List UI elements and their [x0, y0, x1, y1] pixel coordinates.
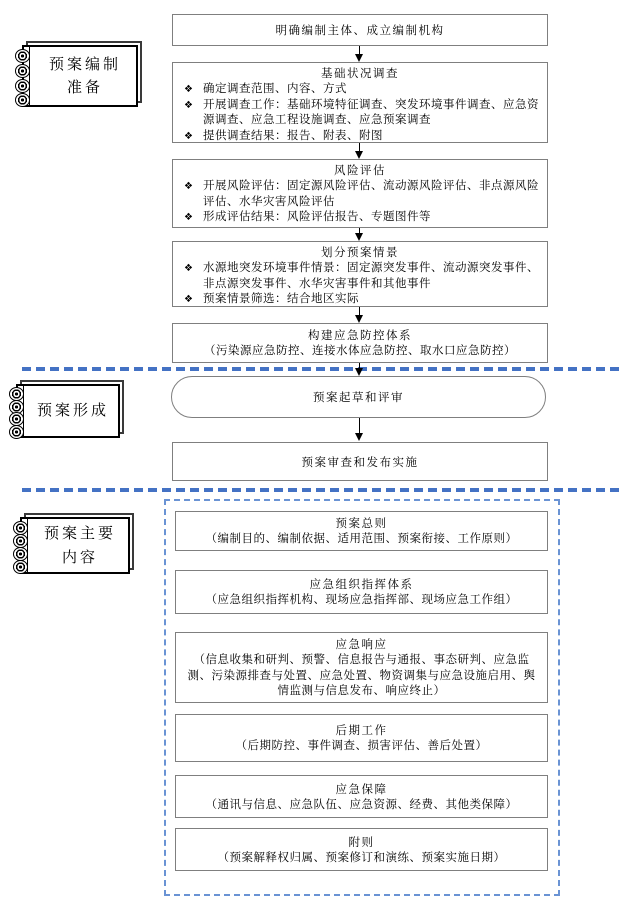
arrow-head-icon	[355, 315, 363, 323]
down-arrow	[359, 228, 360, 234]
flow-box-scenario-division	[172, 241, 548, 307]
flow-box-basic-survey	[172, 62, 548, 143]
binder-ring-icon	[9, 387, 24, 401]
down-arrow	[359, 46, 360, 55]
bullet-text: 开展调查工作：基础环境特征调查、突发环境事件调查、应急资源调查、应急工程设施调查、应急预案调查	[203, 96, 539, 126]
flow-box-risk-assessment	[172, 159, 548, 228]
bullet-text: 开展风险评估：固定源风险评估、流动源风险评估、非点源风险评估、水华灾害风险评估	[203, 178, 539, 208]
box-subtitle: （通讯与信息、应急队伍、应急资源、经费、其他类保障）	[205, 796, 518, 811]
down-arrow	[359, 363, 360, 369]
bullet-item	[173, 209, 547, 225]
binder-ring-icon	[9, 425, 24, 439]
box-title: 预案审查和发布实施	[301, 454, 419, 469]
section-label-text	[49, 53, 121, 100]
binder-ring-icon	[9, 412, 24, 426]
label-line: 预案形成	[36, 401, 109, 420]
bullet-text: 确定调查范围、内容、方式	[203, 81, 347, 95]
box-subtitle: （应急组织指挥机构、现场应急指挥部、现场应急工作组）	[205, 592, 518, 607]
label-line: 内容	[61, 547, 98, 566]
box-title: 明确编制主体、成立编制机构	[275, 23, 445, 37]
binder-ring-icon	[13, 521, 28, 535]
bullet-text: 形成评估结果：风险评估报告、专题图件等	[203, 209, 431, 223]
bullet-item	[173, 128, 547, 144]
bullet-diamond-icon: ❖	[184, 294, 193, 305]
arrow-head-icon	[355, 54, 363, 62]
box-title: 划分预案情景	[321, 245, 399, 259]
binder-ring-icon	[13, 534, 28, 548]
bullet-item	[173, 178, 547, 209]
box-subtitle: （编制目的、编制依据、适用范围、预案衔接、工作原则）	[205, 531, 518, 546]
bullet-diamond-icon: ❖	[184, 130, 193, 142]
down-arrow	[359, 418, 360, 434]
bullet-diamond-icon: ❖	[184, 181, 193, 192]
bullet-diamond-icon: ❖	[184, 263, 193, 274]
section-divider-dashed	[22, 367, 624, 371]
section-label-preparation	[22, 45, 138, 107]
box-title: 构建应急防控体系	[308, 328, 412, 343]
box-subtitle: （预案解释权归属、预案修订和演练、预案实施日期）	[217, 849, 506, 864]
label-line: 预案主要	[43, 524, 116, 543]
label-line: 准备	[66, 78, 103, 96]
section-label-main-content	[20, 517, 130, 574]
binder-ring-icon	[15, 79, 30, 93]
content-box-general-rules	[175, 511, 548, 551]
bullet-text: 提供调查结果：报告、附表、附图	[203, 127, 383, 142]
down-arrow	[359, 143, 360, 152]
box-title: 应急组织指挥体系	[309, 577, 414, 592]
binder-ring-icon	[13, 547, 28, 561]
section-label-text	[37, 399, 109, 422]
content-box-emergency-support	[175, 775, 548, 818]
bullet-item	[173, 97, 547, 128]
arrow-head-icon	[355, 151, 363, 159]
box-title: 后期工作	[335, 723, 388, 738]
content-box-command-system	[175, 570, 548, 614]
box-subtitle: （信息收集和研判、预警、信息报告与通报、事态研判、应急监测、污染源排查与处置、应急处置、物资调集与应急设施启用、舆情监测与信息发布、响应终止）	[187, 652, 536, 698]
content-box-supplementary	[175, 828, 548, 871]
flow-box-establish-body	[172, 14, 548, 46]
binder-ring-icon	[15, 49, 30, 63]
box-title: 附则	[348, 834, 375, 849]
terminator-text: 预案起草和评审	[313, 390, 404, 404]
arrow-head-icon	[355, 368, 363, 376]
flow-box-review-publish	[172, 442, 548, 481]
bullet-list	[173, 260, 547, 307]
bullet-text: 水源地突发环境事件情景：固定源突发事件、流动源突发事件、非点源突发事件、水华灾害事件和其他事件	[203, 260, 539, 290]
section-divider-dashed	[22, 488, 624, 492]
box-title: 基础状况调查	[321, 66, 399, 80]
bullet-item	[173, 81, 547, 97]
flow-terminator-draft-review	[171, 376, 546, 418]
box-subtitle: （污染源应急防控、连接水体应急防控、取水口应急防控）	[204, 343, 516, 358]
binder-ring-icon	[15, 93, 30, 107]
box-title: 预案总则	[335, 516, 388, 531]
arrow-head-icon	[355, 433, 363, 441]
binder-ring-icon	[13, 560, 28, 574]
section-label-text	[44, 522, 116, 569]
box-title: 应急保障	[335, 781, 388, 796]
bullet-diamond-icon: ❖	[184, 84, 193, 95]
bullet-text: 预案情景筛选：结合地区实际	[203, 291, 359, 305]
flow-box-emergency-control-system	[172, 323, 548, 363]
box-title: 风险评估	[334, 163, 386, 177]
bullet-item	[173, 260, 547, 291]
section-label-formation	[16, 384, 120, 438]
bullet-list	[173, 81, 547, 143]
content-box-later-work	[175, 714, 548, 762]
bullet-item	[173, 291, 547, 307]
down-arrow	[359, 307, 360, 316]
bullet-diamond-icon: ❖	[184, 99, 193, 111]
bullet-list	[173, 178, 547, 225]
box-subtitle: （后期防控、事件调查、损害评估、善后处置）	[235, 738, 488, 753]
box-title: 应急响应	[335, 637, 388, 652]
bullet-diamond-icon: ❖	[184, 212, 193, 223]
arrow-head-icon	[355, 233, 363, 241]
label-line: 预案编制	[48, 54, 121, 73]
content-box-emergency-response	[175, 632, 548, 703]
binder-ring-icon	[15, 64, 30, 78]
